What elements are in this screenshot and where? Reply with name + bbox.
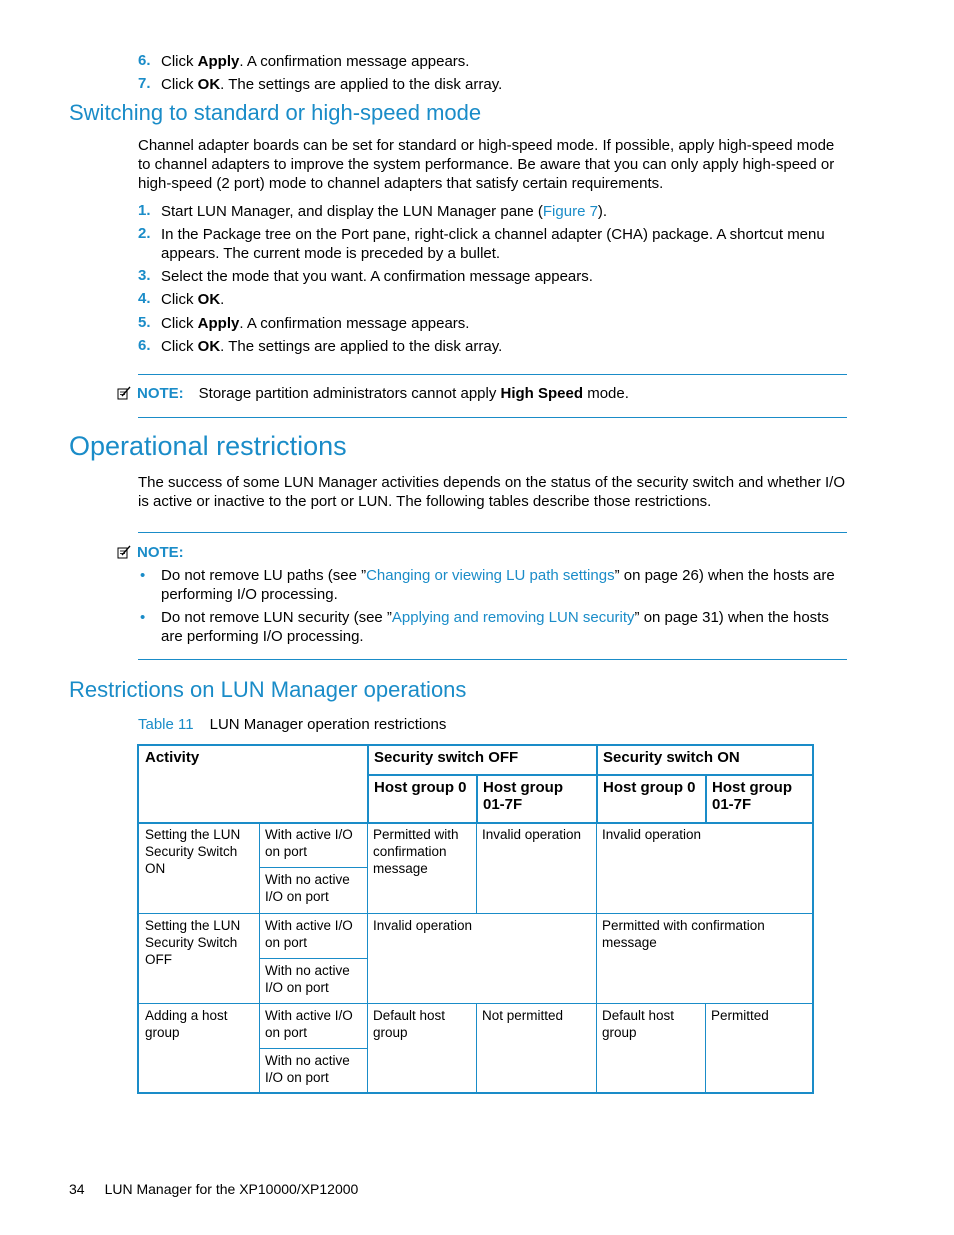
header-hg7f-on: Host group 01-7F — [712, 779, 792, 813]
bullet-2-line-1: Do not remove LUN security (see ”Applying and removing LUN security” on page 31) when the hosts — [161, 609, 829, 626]
note-storage-partition: NOTE: Storage partition administrators cannot apply High Speed mode. — [137, 385, 629, 402]
header-security-on: Security switch ON — [603, 749, 740, 766]
step-6-text: Click OK. The settings are applied to the disk array. — [161, 338, 503, 355]
page-footer — [69, 1180, 358, 1199]
row1-hg0-off: Permitted with confirmation message — [373, 827, 459, 876]
step-5-text: Click Apply. A confirmation message appears. — [161, 315, 470, 332]
step-3-text: Select the mode that you want. A confirmation message appears. — [161, 268, 593, 285]
row1-activity: Setting the LUN Security Switch ON — [145, 827, 241, 876]
note-pencil-icon — [117, 545, 131, 559]
bullet-1-line-2: performing I/O processing. — [161, 586, 338, 603]
note-top-rule — [138, 374, 847, 375]
step-number: 5. — [138, 314, 151, 331]
row1-hg7f-off: Invalid operation — [482, 827, 582, 842]
row2-activity: Setting the LUN Security Switch OFF — [145, 918, 241, 967]
step-1-text: Start LUN Manager, and display the LUN Manager pane (Figure 7). — [161, 203, 608, 220]
lun-restrictions-table — [137, 744, 814, 1094]
row1-sub-no-active: With no active I/O on port — [265, 872, 350, 904]
step-text: Click Apply. A confirmation message appears. — [161, 53, 470, 70]
row3-hg7f-off: Not permitted — [482, 1008, 564, 1023]
note-pencil-icon — [117, 386, 131, 400]
table-caption: Table 11 LUN Manager operation restrictions — [138, 716, 447, 733]
header-security-off: Security switch OFF — [374, 749, 519, 766]
note2-label: NOTE: — [137, 544, 184, 561]
note-bottom-rule — [138, 417, 847, 418]
header-hg0-off: Host group 0 — [374, 779, 467, 796]
bullet-glyph: • — [140, 609, 146, 626]
row1-security-on: Invalid operation — [602, 827, 702, 842]
table-label: Table 11 — [138, 716, 194, 733]
body-vline — [596, 822, 597, 1094]
bullet-1-line-1: Do not remove LU paths (see ”Changing or viewing LU path settings” on page 26) when the hosts are — [161, 567, 835, 584]
step-2-line-1: In the Package tree on the Port pane, right-click a channel adapter (CHA) package. A shortcut menu — [161, 226, 825, 243]
figure-7-link[interactable]: Figure 7 — [542, 203, 598, 220]
header-hg7f-off: Host group 01-7F — [483, 779, 563, 813]
section-heading-restrictions-lun: Restrictions on LUN Manager operations — [69, 677, 467, 702]
paragraph-line: Channel adapter boards can be set for standard or high-speed mode. If possible, apply high-speed mode — [138, 137, 835, 154]
step-text: Click OK. The settings are applied to the disk array. — [161, 76, 503, 93]
section-heading-switching-mode: Switching to standard or high-speed mode — [69, 100, 482, 125]
paragraph-line: The success of some LUN Manager activities depends on the status of the security switch and whether I/O — [138, 474, 846, 491]
footer-doc-title: LUN Manager for the XP10000/XP12000 — [104, 1181, 359, 1197]
section-heading-operational-restrictions: Operational restrictions — [69, 431, 347, 461]
row3-hg0-off: Default host group — [373, 1008, 446, 1040]
row2-sub-no-active: With no active I/O on port — [265, 963, 350, 995]
page-number: 34 — [69, 1181, 85, 1197]
paragraph-line: high-speed (2 port) mode to channel adapters that satisfy certain requirements. — [138, 175, 664, 192]
paragraph-line: to channel adapters to improve the system performance. Be aware that you can only apply high-speed or — [138, 156, 835, 173]
step-2-line-2: appears. The current mode is preceded by a bullet. — [161, 245, 501, 262]
note2-bottom-rule — [138, 659, 847, 660]
lun-security-link[interactable]: Applying and removing LUN security — [391, 609, 635, 626]
step-4-text: Click OK. — [161, 291, 225, 308]
row2-security-on: Permitted with confirmation message — [602, 918, 765, 950]
step-number: 3. — [138, 267, 151, 284]
header-activity: Activity — [145, 749, 200, 766]
row2-sub-active: With active I/O on port — [265, 918, 353, 950]
row1-sub-active: With active I/O on port — [265, 827, 353, 859]
step-number: 7. — [138, 75, 151, 92]
row2-security-off: Invalid operation — [373, 918, 473, 933]
step-number: 1. — [138, 202, 151, 219]
bullet-glyph: • — [140, 567, 146, 584]
lu-path-settings-link[interactable]: Changing or viewing LU path settings — [366, 567, 615, 584]
row3-hg7f-on: Permitted — [711, 1008, 769, 1023]
row3-sub-no-active: With no active I/O on port — [265, 1053, 350, 1085]
bullet-2-line-2: are performing I/O processing. — [161, 628, 364, 645]
paragraph-line: is active or inactive to the port or LUN. The following tables describe those restrictions. — [138, 493, 712, 510]
header-hg0-on: Host group 0 — [603, 779, 696, 796]
note-label: NOTE: — [137, 385, 184, 402]
row3-hg0-on: Default host group — [602, 1008, 675, 1040]
note2-top-rule — [138, 532, 847, 533]
step-number: 6. — [138, 337, 151, 354]
step-number: 2. — [138, 225, 151, 242]
step-number: 6. — [138, 52, 151, 69]
row3-sub-active: With active I/O on port — [265, 1008, 353, 1040]
step-number: 4. — [138, 290, 151, 307]
row3-activity: Adding a host group — [145, 1008, 228, 1040]
